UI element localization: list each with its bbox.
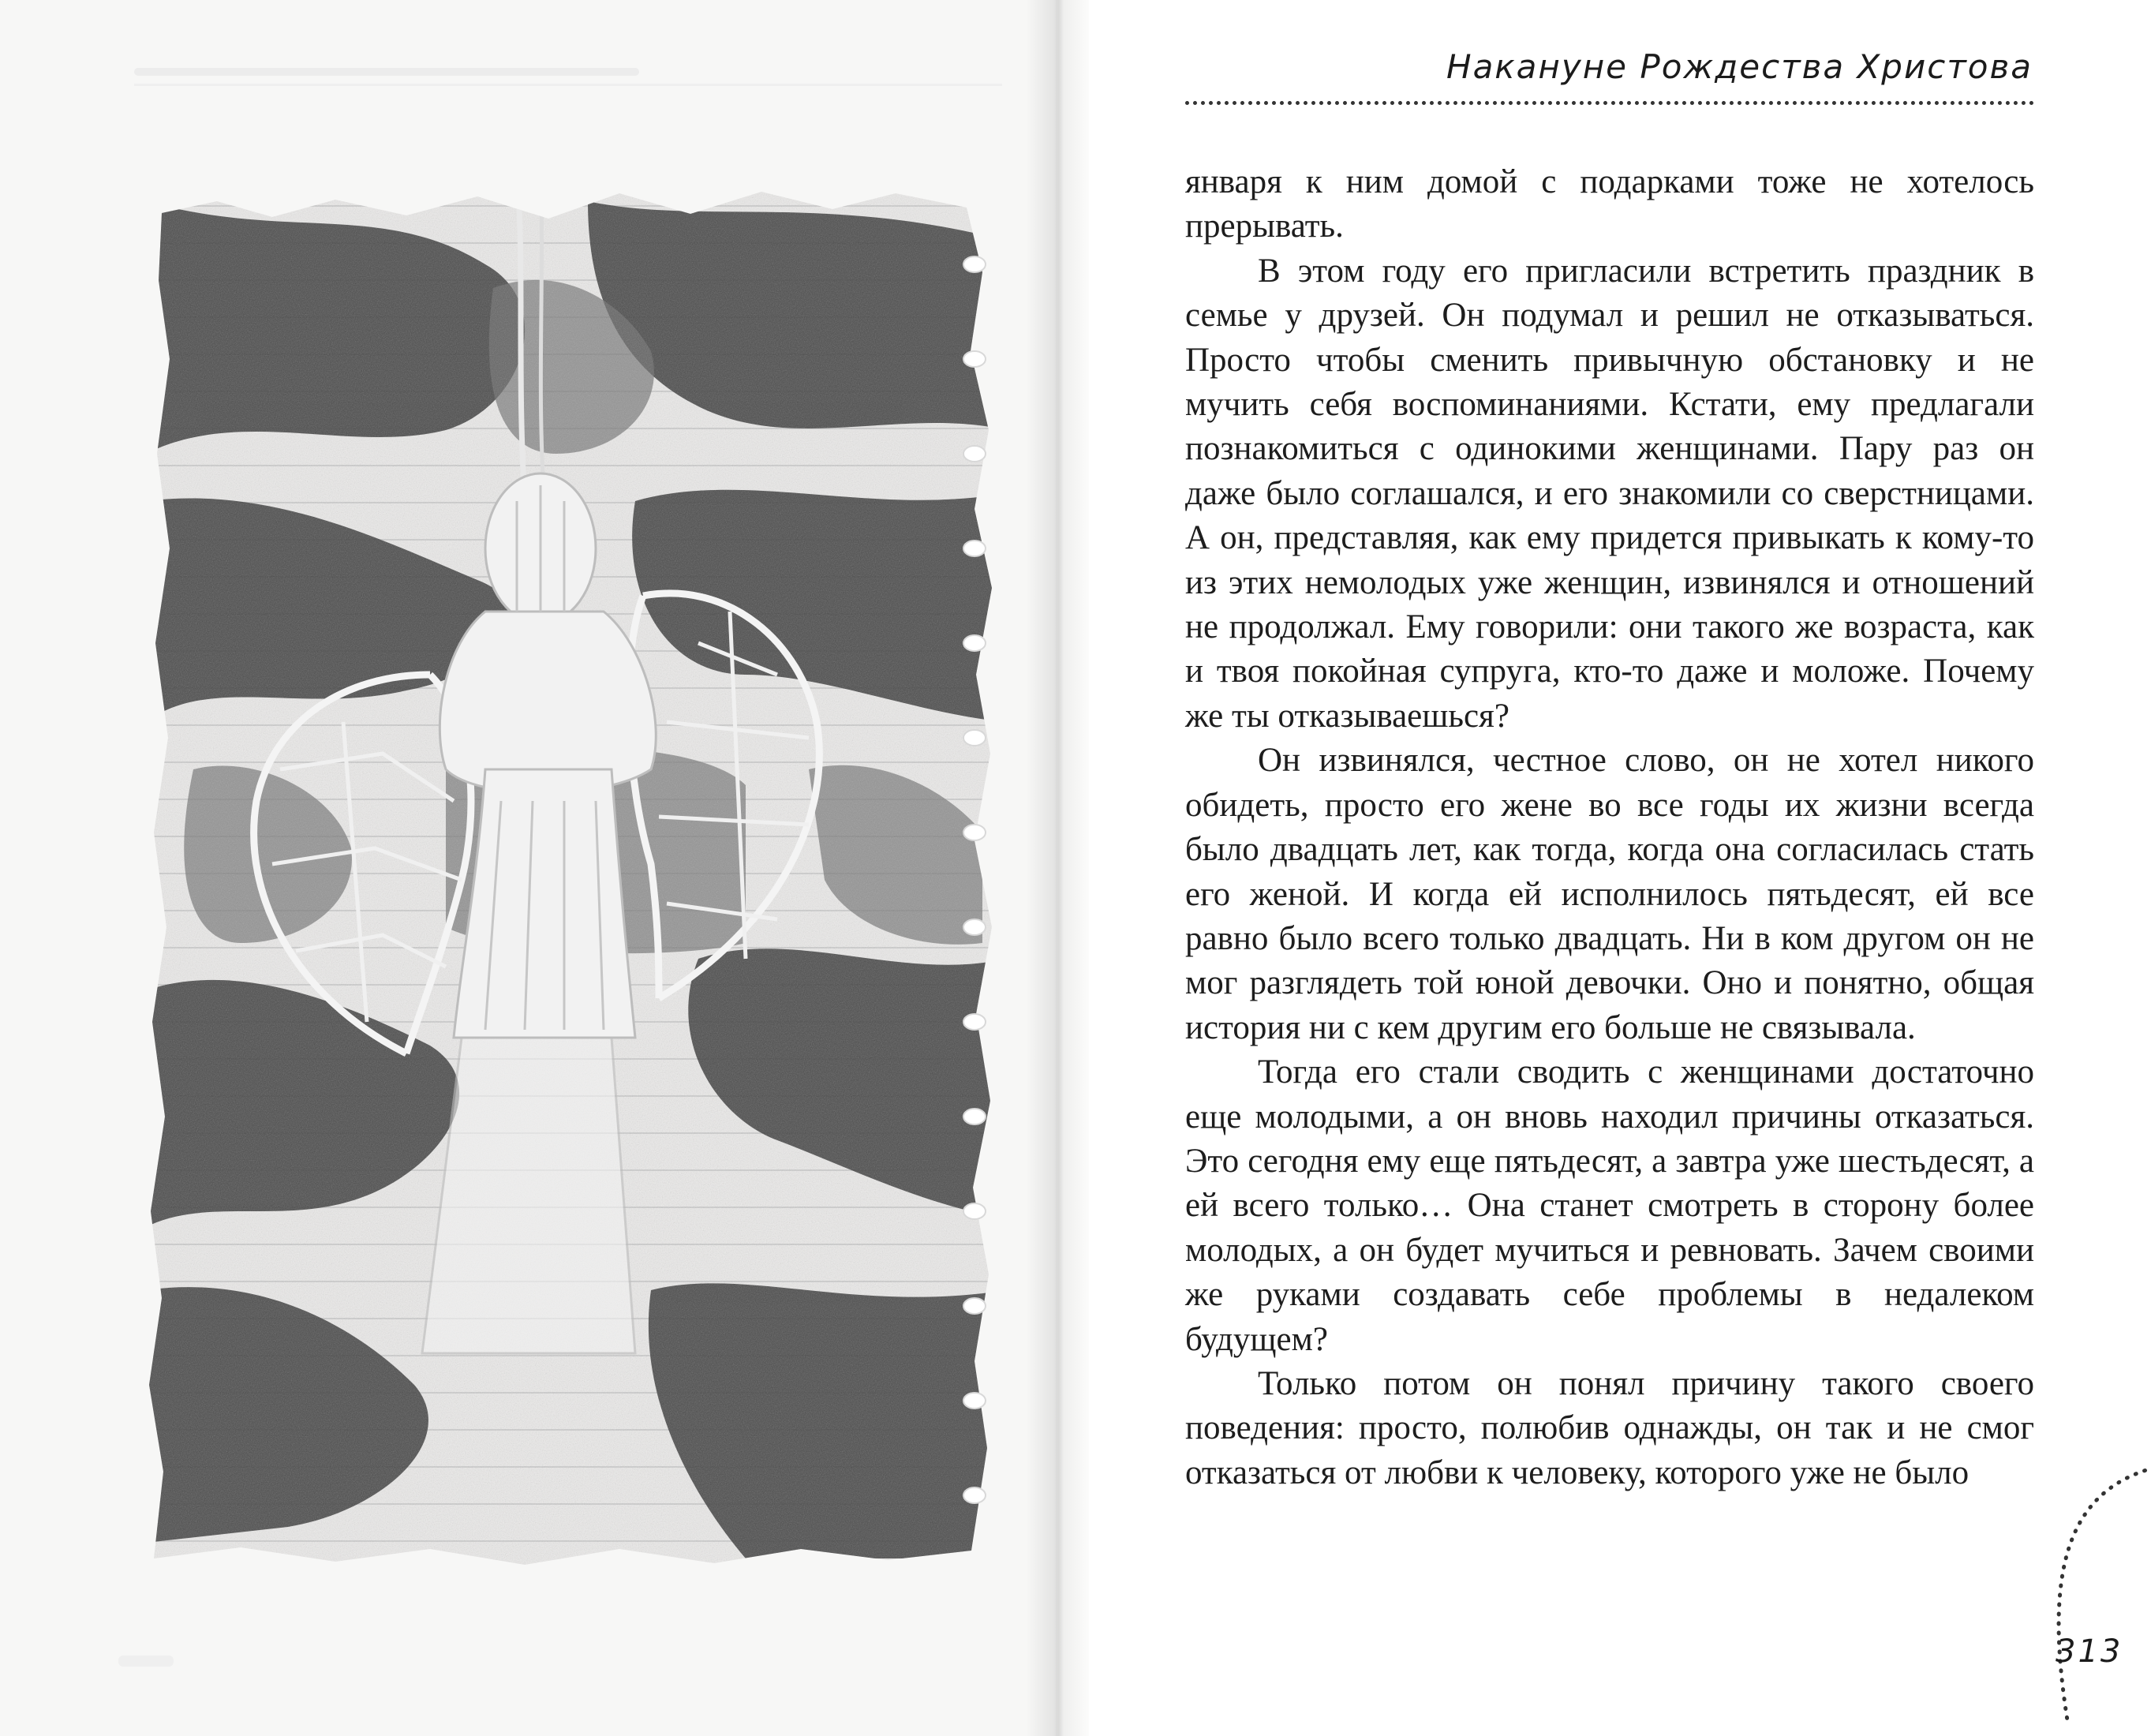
bleed-through-header: [134, 57, 1002, 88]
paragraph: В этом году его пригласили встретить праздник в семье у друзей. Он подумал и решил не отказываться. Просто чтобы сменить привычную обстановку и не мучить себя воспоминаниями. Кстати, ему предлагали познакомиться с одинокими женщинами. Пару раз он даже было соглашался, и его знакомили со сверстницами. А он, представляя, как ему придется привыкать к кому-то из этих немолодых уже женщин, извинялся и отношений не продолжал. Ему говорили: они такого же возраста, как и твоя покойная супруга, кто-то даже и моложе. Почему же ты отказываешься?: [1185, 252, 2034, 735]
paragraph: Он извинялся, честное слово, он не хотел никого обидеть, просто его жене во все годы их жизни всегда было двадцать лет, как тогда, когда она согласилась стать его женой. И когда ей исполнилось пятьдесят, ей все равно было всего только двадцать. Ни в ком другом он не мог разглядеть той юной девочки. Оно и понятно, общая история ни с кем другим его больше не связывала.: [1185, 742, 2034, 1046]
bleed-through-folio-shape: [118, 1649, 181, 1673]
angel-ornament-sketch-icon: [146, 170, 1006, 1574]
paragraph: Тогда его стали сводить с женщинами достаточно еще молодыми, а он вновь находил причины отказаться. Это сегодня ему еще пятьдесят, а завтра уже шестьдесят, а ей всего только… Она станет смотреть в сторону более молодых, а он будет мучиться и ревновать. Зачем своими же руками создавать себе проблемы в недалеком будущем?: [1185, 1053, 2034, 1358]
folio-dotted-arc: [1973, 1460, 2151, 1728]
bleed-through-header-shape: [134, 57, 1002, 88]
page-number: 313: [2056, 1633, 2123, 1670]
left-page: [0, 0, 1057, 1736]
paragraph: января к ним домой с подарками тоже не хотелось прерывать.: [1185, 163, 2034, 245]
body-text: [1185, 160, 2034, 1495]
bleed-through-folio: [118, 1649, 181, 1679]
right-page: [1089, 0, 2151, 1736]
paragraph: Только потом он понял причину такого своего поведения: просто, полюбив однажды, он так и не смог отказаться от любви к человеку, которого уже не было: [1185, 1364, 2034, 1491]
book-gutter: [1026, 0, 1089, 1736]
running-head: Накануне Рождества Христова: [1446, 47, 2033, 86]
running-head-dotted-rule: [1185, 101, 2034, 105]
